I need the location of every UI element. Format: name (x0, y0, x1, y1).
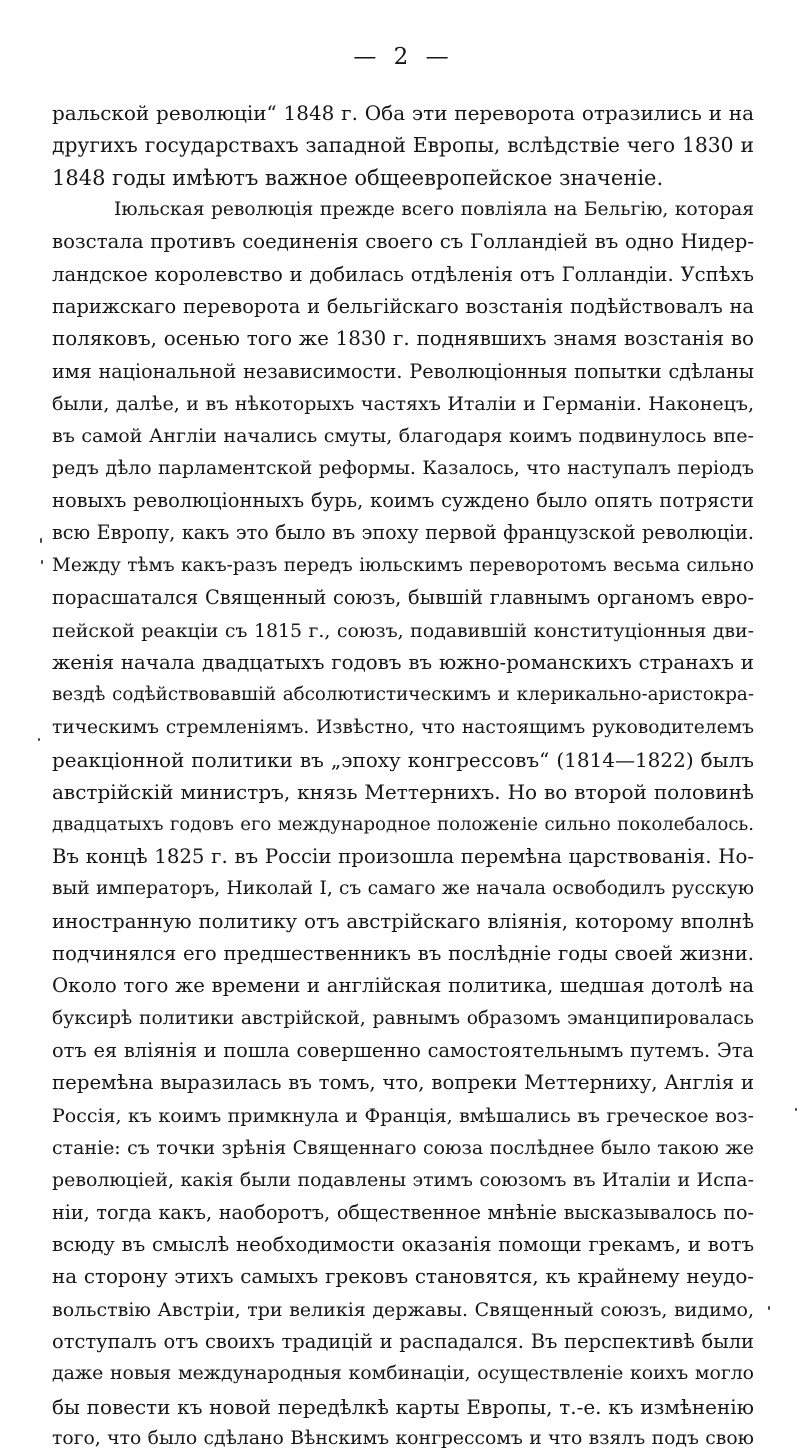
scan-speck (41, 560, 43, 564)
text-line: станіе: съ точки зрѣнія Священнаго союза послѣднее было такою же (52, 1137, 754, 1159)
scan-speck (795, 1108, 797, 1111)
text-line: Въ концѣ 1825 г. въ Россіи произошла перемѣна царствованія. Но- (52, 844, 754, 868)
text-line: двадцатыхъ годовъ его международное положеніе сильно поколебалось. (52, 813, 754, 835)
text-line: иностранную политику отъ австрійскаго вліянія, которому вполнѣ (52, 909, 754, 933)
text-line: возстала противъ соединенія своего съ Голландіей въ одно Нидер- (52, 230, 754, 254)
text-line: вездѣ содѣйствовавшій абсолютистическимъ и клерикально-аристокра- (52, 684, 754, 706)
text-line: того, что было сдѣлано Вѣнскимъ конгрессомъ и что взялъ подъ свою (52, 1428, 754, 1450)
text-line: новыхъ революціонныхъ бурь, коимъ суждено было опять потрясти (52, 489, 754, 513)
text-line: вольствію Австріи, три великія державы. Священный союзъ, видимо, (52, 1298, 754, 1321)
page-number: — 2 — (353, 44, 451, 70)
text-line: Между тѣмъ какъ-разъ передъ іюльскимъ переворотомъ весьма сильно (52, 554, 754, 576)
text-line: ландское королевство и добилась отдѣленія отъ Голландіи. Успѣхъ (52, 262, 754, 286)
text-line: пейской реакціи съ 1815 г., союзъ, подавившій конституціонныя дви- (52, 619, 754, 642)
text-line: имя національной независимости. Революціонныя попытки сдѣланы (52, 359, 754, 383)
text-line: подчинялся его предшественникъ въ послѣдніе годы своей жизни. (52, 941, 754, 965)
text-line: даже новыя международныя комбинаціи, осуществленіе коихъ могло (52, 1363, 754, 1385)
scan-speck (768, 1306, 770, 1310)
text-line: другихъ государствахъ западной Европы, вслѣдствіе чего 1830 и (52, 133, 754, 158)
scan-speck (38, 738, 40, 741)
text-line: бы повести къ новой передѣлкѣ карты Европы, т.-е. къ измѣненію (52, 1394, 754, 1419)
text-line: австрійскій министръ, князь Меттернихъ. Но во второй половинѣ (52, 780, 754, 805)
text-line: перемѣна выразилась въ томъ, что, вопреки Меттерниху, Англія и (52, 1071, 754, 1095)
text-line: всю Европу, какъ это было въ эпоху первой французской революціи. (52, 521, 754, 545)
text-line: женія начала двадцатыхъ годовъ въ южно-романскихъ странахъ и (52, 650, 754, 674)
text-line: 1848 годы имѣютъ важное общеевропейское значеніе. (52, 165, 664, 190)
text-line: вый императоръ, Николай I, съ самаго же начала освободилъ русскую (52, 878, 754, 900)
text-line: отступалъ отъ своихъ традицій и распадался. Въ перспективѣ были (52, 1330, 754, 1354)
text-line: парижскаго переворота и бельгійскаго возстанія подѣйствовалъ на (52, 295, 754, 319)
text-line: буксирѣ политики австрійской, равнымъ образомъ эманципировалась (52, 1007, 754, 1029)
text-line: революціей, какія были подавлены этимъ союзомъ въ Италіи и Испа- (52, 1169, 754, 1192)
text-line: отъ ея вліянія и пошла совершенно самостоятельнымъ путемъ. Эта (52, 1038, 754, 1062)
text-line: на сторону этихъ самыхъ грековъ становятся, къ крайнему неудо- (52, 1265, 754, 1289)
paragraph-first-line: Іюльская революція прежде всего повліяла на Бельгію, которая (114, 199, 754, 221)
text-line: всюду въ смыслѣ необходимости оказанія помощи грекамъ, и вотъ (52, 1233, 754, 1257)
text-line: были, далѣе, и въ нѣкоторыхъ частяхъ Италіи и Германіи. Наконецъ, (52, 393, 754, 416)
text-line: порасшатался Священный союзъ, бывшій главнымъ органомъ евро- (52, 586, 754, 610)
text-line: въ самой Англіи начались смуты, благодаря коимъ подвинулось впе- (52, 425, 754, 448)
text-line: реакціонной политики въ „эпоху конгрессовъ“ (1814—1822) былъ (52, 747, 754, 772)
text-line: Около того же времени и англійская политика, шедшая дотолѣ на (52, 974, 754, 998)
text-line: редъ дѣло парламентской реформы. Казалось, что наступалъ періодъ (52, 457, 754, 479)
text-line: тическимъ стремленіямъ. Извѣстно, что настоящимъ руководителемъ (52, 716, 754, 738)
text-line: ральской революціи“ 1848 г. Оба эти переворота отразились и на (52, 101, 754, 125)
body-text (52, 97, 754, 1455)
text-line: Россія, къ коимъ примкнула и Франція, вмѣшались въ греческое воз- (52, 1104, 754, 1127)
text-line: поляковъ, осенью того же 1830 г. поднявшихъ знамя возстанія во (52, 327, 754, 351)
text-line: ніи, тогда какъ, наоборотъ, общественное мнѣніе высказывалось по- (52, 1200, 754, 1224)
scan-speck (40, 538, 42, 543)
